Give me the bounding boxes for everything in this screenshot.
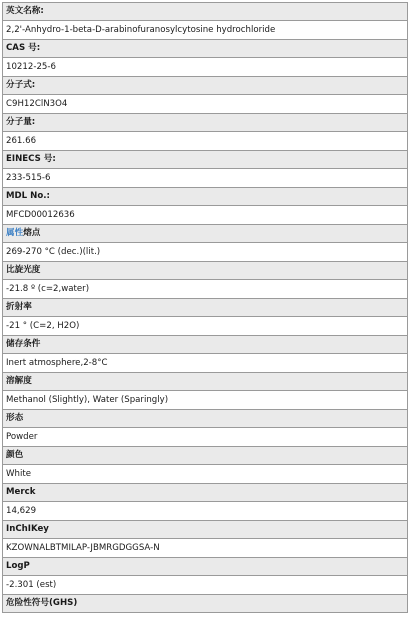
property-value-row xyxy=(3,465,408,484)
property-value-row xyxy=(3,132,408,151)
property-label-text: 比旋光度 xyxy=(6,265,41,276)
property-value-row xyxy=(3,280,408,299)
property-value-row xyxy=(3,539,408,558)
property-label-text: 分子量: xyxy=(6,117,36,128)
property-value: Inert atmosphere,2-8°C xyxy=(3,354,408,373)
property-label xyxy=(3,558,408,576)
property-label-text: InChIKey xyxy=(6,524,49,535)
property-value-row xyxy=(3,95,408,114)
property-value-row xyxy=(3,21,408,40)
property-label-text: CAS 号: xyxy=(6,43,41,54)
property-label xyxy=(3,484,408,502)
property-label-row xyxy=(3,373,408,391)
property-label-text: 危险性符号(GHS) xyxy=(6,598,78,609)
property-label xyxy=(3,447,408,465)
property-label-highlight: 属性 xyxy=(6,228,24,239)
property-value: -21.8 º (c=2,water) xyxy=(3,280,408,299)
property-label xyxy=(3,595,408,613)
property-label-row xyxy=(3,336,408,354)
property-table xyxy=(2,2,408,613)
property-value-row xyxy=(3,428,408,447)
property-label-text: 折射率 xyxy=(6,302,32,313)
property-value-row xyxy=(3,169,408,188)
property-label xyxy=(3,114,408,132)
property-label-row xyxy=(3,188,408,206)
property-value: 2,2'-Anhydro-1-beta-D-arabinofuranosylcytosine hydrochloride xyxy=(3,21,408,40)
property-label xyxy=(3,40,408,58)
property-value: 261.66 xyxy=(3,132,408,151)
property-value: White xyxy=(3,465,408,484)
property-label-row xyxy=(3,262,408,280)
property-label-row xyxy=(3,3,408,21)
property-value: -2.301 (est) xyxy=(3,576,408,595)
property-label-text: 分子式: xyxy=(6,80,36,91)
property-label-text: 颜色 xyxy=(6,450,24,461)
property-label-text: 英文名称: xyxy=(6,6,44,17)
property-value-row xyxy=(3,317,408,336)
property-value: 14,629 xyxy=(3,502,408,521)
property-label-row xyxy=(3,410,408,428)
property-label-row xyxy=(3,151,408,169)
property-label-text: 形态 xyxy=(6,413,24,424)
property-label-row xyxy=(3,521,408,539)
property-value-row xyxy=(3,502,408,521)
property-label xyxy=(3,77,408,95)
property-label-text: 溶解度 xyxy=(6,376,32,387)
property-value: 233-515-6 xyxy=(3,169,408,188)
property-value-row xyxy=(3,391,408,410)
property-value: 269-270 °C (dec.)(lit.) xyxy=(3,243,408,262)
property-label-row xyxy=(3,484,408,502)
property-value-row xyxy=(3,206,408,225)
property-label-row xyxy=(3,77,408,95)
property-label-row xyxy=(3,558,408,576)
property-label xyxy=(3,521,408,539)
property-label xyxy=(3,336,408,354)
property-value: Powder xyxy=(3,428,408,447)
property-label-row xyxy=(3,447,408,465)
property-value-row xyxy=(3,243,408,262)
property-sheet xyxy=(2,2,408,613)
property-value: Methanol (Slightly), Water (Sparingly) xyxy=(3,391,408,410)
property-label-row xyxy=(3,595,408,613)
property-value-row xyxy=(3,58,408,77)
property-label-row xyxy=(3,299,408,317)
property-label xyxy=(3,299,408,317)
property-label-row xyxy=(3,225,408,243)
property-value: KZOWNALBTMILAP-JBMRGDGGSA-N xyxy=(3,539,408,558)
property-value: MFCD00012636 xyxy=(3,206,408,225)
property-label xyxy=(3,188,408,206)
property-label-row xyxy=(3,40,408,58)
property-table-body xyxy=(3,3,408,613)
property-label-text: 熔点 xyxy=(23,228,41,239)
property-label xyxy=(3,410,408,428)
property-label xyxy=(3,262,408,280)
property-label xyxy=(3,373,408,391)
property-label xyxy=(3,225,408,243)
property-value-row xyxy=(3,576,408,595)
property-label xyxy=(3,3,408,21)
property-label-text: MDL No.: xyxy=(6,191,50,202)
property-label-text: LogP xyxy=(6,561,30,572)
property-value: C9H12ClN3O4 xyxy=(3,95,408,114)
property-value: -21 ° (C=2, H2O) xyxy=(3,317,408,336)
property-value-row xyxy=(3,354,408,373)
property-label-text: Merck xyxy=(6,487,36,498)
property-value: 10212-25-6 xyxy=(3,58,408,77)
property-label-row xyxy=(3,114,408,132)
property-label xyxy=(3,151,408,169)
property-label-text: 储存条件 xyxy=(6,339,41,350)
property-label-text: EINECS 号: xyxy=(6,154,56,165)
